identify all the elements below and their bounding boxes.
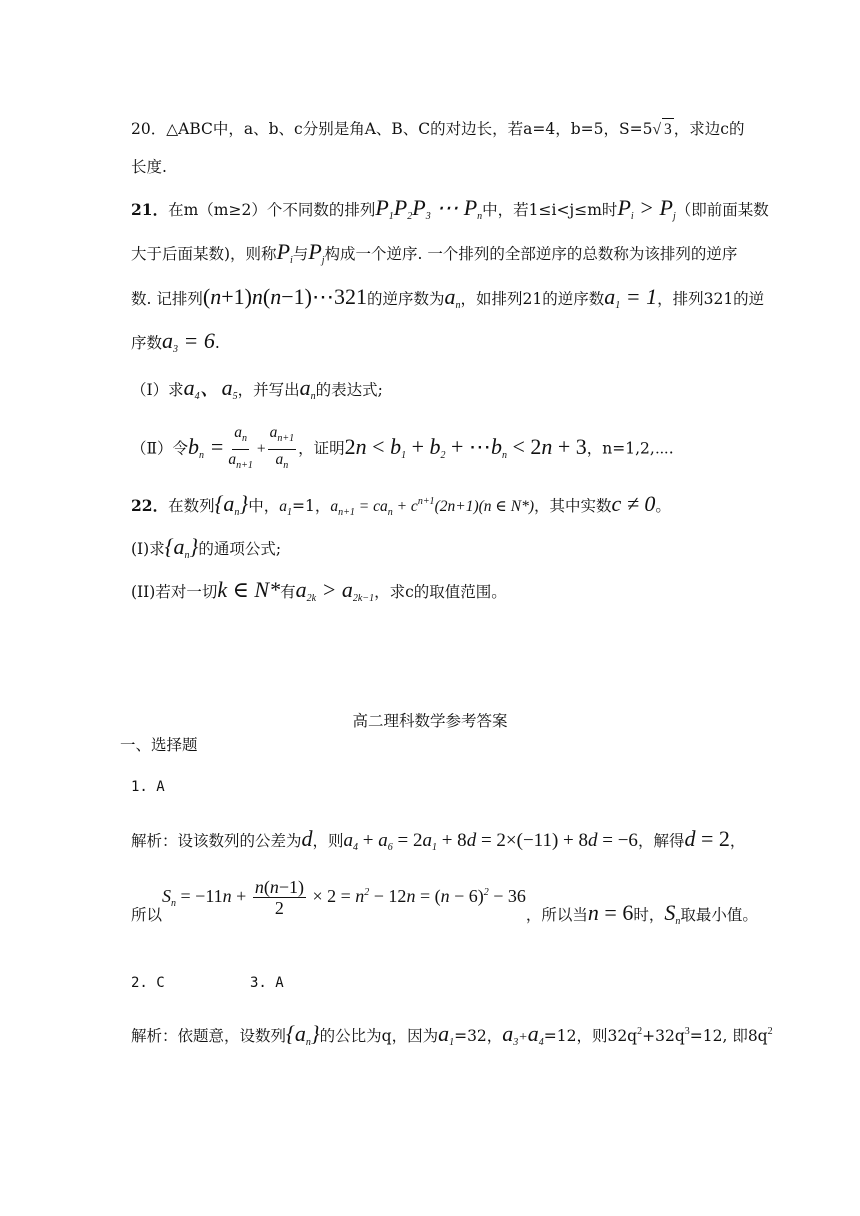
q21-part2-end: ，n=1,2,⋯. (586, 439, 674, 458)
exp3-text-b: 的公比为q，因为 (319, 1027, 439, 1045)
q22-part1-end: 的通项公式; (198, 540, 282, 558)
q21-text-4a: 序数 (131, 334, 163, 352)
q21-line2 (131, 241, 737, 272)
answer-1: 1. A (131, 779, 165, 795)
q21-formula-pj: $P_j$ (308, 239, 325, 266)
q21-part2-label: （Ⅱ）令 (131, 439, 189, 458)
q22-part1-label: (I)求 (131, 540, 165, 558)
q22-text-1a: 在数列 (168, 497, 215, 515)
exp2-text-d: 取最小值。 (680, 906, 758, 924)
exp2-formula-n6: n = 6 (587, 900, 634, 925)
q21-formula-bn: $b_n$ = (188, 433, 225, 461)
exp2-text-a: 所以 (131, 906, 163, 924)
q21-formula-an: $a_n$ (444, 284, 461, 311)
q21-text-3c: ，如排列21的逆序数 (460, 290, 605, 308)
q22-part1 (131, 536, 281, 567)
exp3-text-c: =32， (454, 1027, 503, 1045)
q21-text-2a: 大于后面某数)，则称 (131, 245, 277, 263)
q21-text-3d: ，排列321的逆 (657, 290, 765, 308)
exp1-formula-main: $a_4 + a_6 = 2a_1 + 8d = 2\times(-11) + 8d = -6$ (343, 830, 638, 853)
q20-tail: ，求边c的 (673, 120, 745, 138)
q22-formula-seq: $\{a_n\}$ (214, 491, 249, 518)
exp3-formula-a3a4: $a_3+a_4$ (502, 1021, 544, 1048)
q22-text-1d: ，其中实数 (534, 497, 612, 515)
q21-formula-seq: (n+1)n(n−1)⋯321 (202, 284, 367, 309)
exp1-text-a: 解析：设该数列的公差为 (131, 832, 302, 850)
q21-number: 21． (131, 200, 169, 219)
q21-part1-end: 的表达式; (315, 381, 383, 399)
q22-formula-c: c ≠ 0 (611, 491, 656, 516)
exp1-formula-d: d (301, 826, 313, 851)
q21-formula-ineq: $P_i > P_j$ (617, 195, 676, 222)
exp3-text-d: =12，则32q (543, 1027, 638, 1045)
q21-formula-pi: $P_i$ (276, 239, 293, 266)
exp3-formula-seq: $\{a_n\}$ (286, 1021, 320, 1048)
q21-text-1b: 中，若1≤i<j≤m时 (482, 201, 618, 219)
exp3-text-e: +32q (642, 1027, 685, 1045)
q21-text-1a: 在m（m≥2）个不同数的排列 (168, 201, 376, 219)
q21-text-1c: （即前面某数 (675, 201, 769, 219)
q20-text: 20．△ABC中，a、b、c分别是角A、B、C的对边长，若a=4，b=5，S=5 (131, 120, 653, 138)
q21-formula-a1: $a_1 = 1$ (604, 284, 658, 311)
q22-formula-ineq: $a_{2k} > a_{2k-1}$ (295, 577, 375, 604)
exp1-text-d: ， (729, 832, 746, 850)
exp2-formula-sn2: $S_n$ (664, 900, 681, 927)
q22-text-1c: =1， (291, 497, 331, 515)
q21-text-2c: 构成一个逆序. 一个排列的全部逆序的总数称为该排列的逆序 (324, 245, 738, 263)
exp2-formula-sn: $S_n = -11n$ + $\frac{n(n-1)}{2}$ × $2 = n^2 - 12n = (n - 6)^2 - 36$ (162, 877, 526, 919)
q22-line1 (131, 491, 671, 524)
exp1-line1 (131, 828, 745, 859)
exp1-text-c: ，解得 (637, 832, 685, 850)
exp1-line2 (131, 873, 758, 942)
q21-formula-perm: $P_1P_2P_3$ ⋯ $P_n$ (375, 195, 483, 222)
q21-text-3a: 数. 记排列 (131, 290, 203, 308)
exp3-line1: 解析：依题意，设数列$\{a_n\}$的公比为q，因为$a_1=32$，$a_3+a_4=12$，则$32q^2+32q^3=12$, 即$8q^2$ (131, 1021, 773, 1048)
answer-title: 高二理科数学参考答案 (352, 712, 508, 730)
answer-3: 3. A (250, 975, 284, 991)
q22-number: 22． (131, 496, 169, 515)
q22-formula-rec: $a_{n+1} = ca_n + c^{n+1}(2n+1)(n$ ∈ N*) (330, 496, 535, 518)
exp3-formula-a1: $a_1$ (438, 1021, 455, 1048)
q21-part2-mid: ，证明 (298, 439, 345, 458)
q21-line3 (131, 286, 764, 317)
sqrt-symbol: √ (652, 121, 662, 138)
q21-part2: （Ⅱ）令$b_n$ = $\frac{a_n}{a_{n+1}}$ + $\frac{a_{n+1}}{a_n}$ ，证明$2n < b_1 + b_2$ + $\cdots b_n < 2n + 3$，n=1,2,⋯. (131, 423, 674, 478)
q22-text-1b: 中， (248, 497, 280, 515)
q20-line1 (131, 118, 744, 141)
q21-text-4b: . (214, 334, 220, 352)
q21-line4 (131, 330, 220, 361)
answer-2: 2. C (131, 975, 165, 991)
q21-formula-an2: $a_n$ (299, 375, 316, 402)
q21-text-2b: 与 (292, 245, 309, 263)
q21-formula-ineq2: $2n < b_1 + b_2$ + $\cdots b_n < 2n + 3$ (344, 433, 587, 461)
exp2-text-c: 时， (633, 906, 665, 924)
sqrt-value: 3 (662, 118, 674, 141)
q22-text-1e: 。 (655, 497, 671, 515)
q22-part2 (131, 579, 507, 610)
exp1-formula-d2: d = 2 (684, 826, 730, 851)
q22-part2-label: (II)若对一切 (131, 583, 218, 601)
q21-frac-2: $\frac{a_{n+1}}{a_n}$ (269, 424, 295, 471)
q21-part1 (131, 377, 383, 408)
q21-frac-1: $\frac{a_n}{a_{n+1}}$ (228, 424, 253, 471)
q22-part2-mid: 有 (280, 583, 296, 601)
q21-part1-label: （Ⅰ）求 (131, 381, 184, 399)
exp3-text-f: =12, 即8q (689, 1027, 768, 1045)
q21-text-3b: 的逆序数为 (366, 290, 445, 308)
exp1-text-b: ，则 (312, 832, 344, 850)
section-choice: 一、选择题 (120, 736, 198, 754)
exp3-text-a: 解析：依题意，设数列 (131, 1027, 287, 1045)
q21-formula-a3: $a_3 = 6$ (162, 328, 215, 355)
q20-line2: 长度. (131, 158, 167, 176)
q22-formula-k: k ∈ N* (217, 577, 281, 602)
q21-line1 (131, 197, 769, 228)
q22-formula-a1: $a_1$ (279, 498, 292, 518)
q22-formula-seq2: $\{a_n\}$ (164, 534, 199, 561)
q21-part1-mid: ，并写出 (237, 381, 300, 399)
exp2-text-b: ，所以当 (525, 906, 588, 924)
q22-part2-end: ，求c的取值范围。 (374, 583, 507, 601)
q21-formula-a4a5: $a_4$、$a_5$ (183, 375, 238, 402)
